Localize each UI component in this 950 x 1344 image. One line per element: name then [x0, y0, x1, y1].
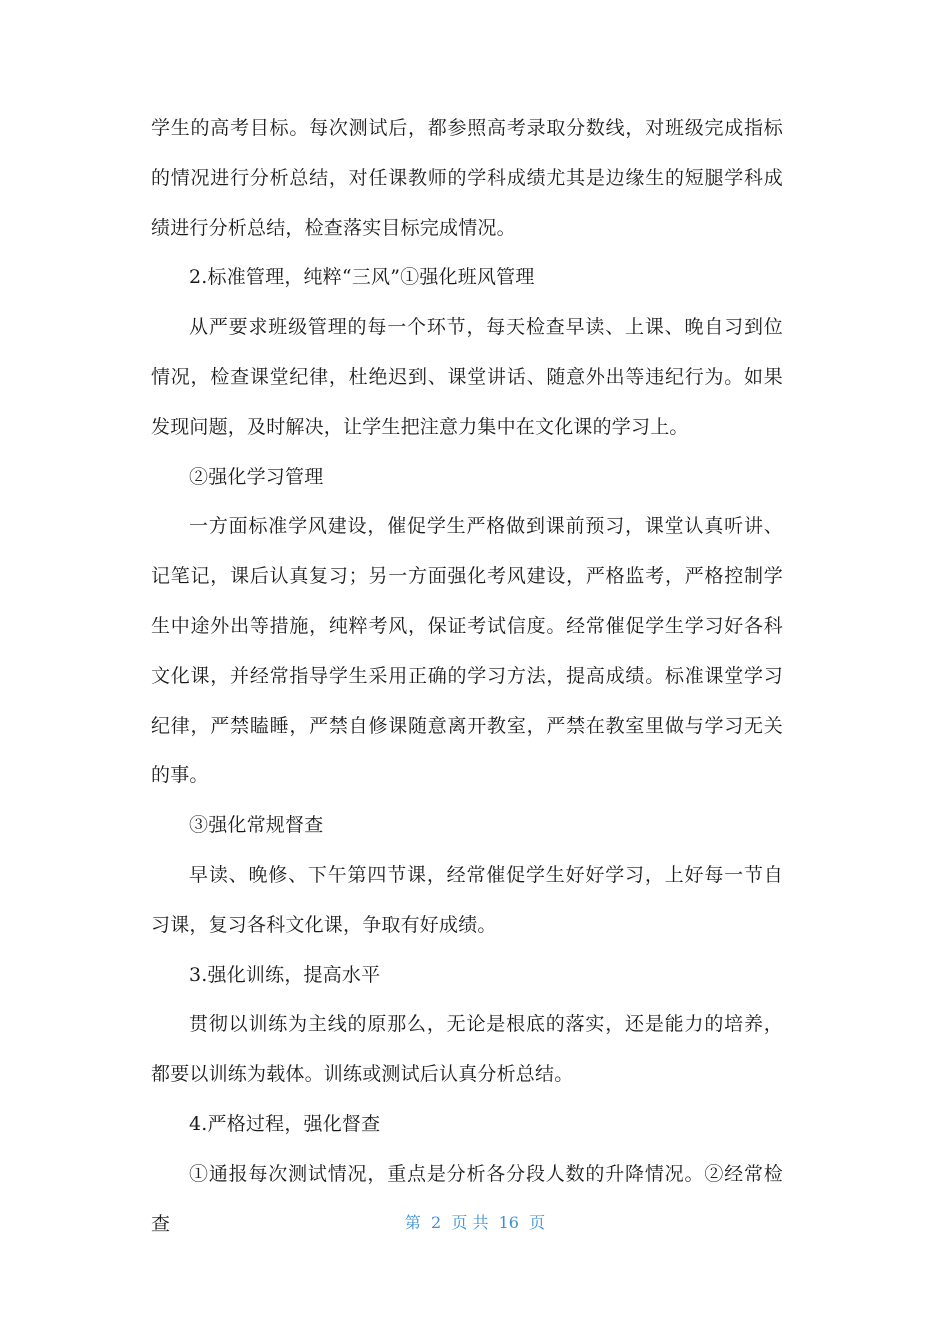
paragraph-study-management: 一方面标准学风建设，催促学生严格做到课前预习，课堂认真听讲、记笔记，课后认真复习；另一方面强化考风建设，严格监考，严格控制学生中途外出等措施，纯粹考风，保证考试信度。经常催促学生学习好各科文化课，并经常指导学生采用正确的学习方法，提高成绩。标准课堂学习纪律，严禁瞌睡，严禁自修课随意离开教室，严禁在教室里做与学习无关的事。: [151, 515, 783, 787]
page-number-footer: 第 2 页 共 16 页: [404, 1213, 546, 1232]
heading-standard-management: 2.标准管理，纯粹“三风”①强化班风管理: [189, 266, 535, 289]
heading-routine-supervision: ③强化常规督查: [189, 814, 324, 837]
paragraph-class-management: 从严要求班级管理的每一个环节，每天检查早读、上课、晚自习到位情况，检查课堂纪律，杜绝迟到、课堂讲话、随意外出等违纪行为。如果发现问题，及时解决，让学生把注意力集中在文化课的学习上。: [151, 316, 783, 438]
paragraph-strict-process: ①通报每次测试情况，重点是分析各分段人数的升降情况。②经常检查: [151, 1162, 783, 1235]
body-text: [151, 104, 783, 1249]
heading-strict-process: 4.严格过程，强化督查: [189, 1112, 381, 1135]
heading-study-management: ②强化学习管理: [189, 465, 324, 488]
heading-training: 3.强化训练，提高水平: [189, 963, 381, 986]
paragraph-routine-supervision: 早读、晚修、下午第四节课，经常催促学生好好学习，上好每一节自习课，复习各科文化课，争取有好成绩。: [151, 863, 783, 936]
paragraph-training: 贯彻以训练为主线的原那么，无论是根底的落实，还是能力的培养，都要以训练为载体。训练或测试后认真分析总结。: [151, 1013, 783, 1086]
paragraph-1: 学生的高考目标。每次测试后，都参照高考录取分数线，对班级完成指标的情况进行分析总结，对任课教师的学科成绩尤其是边缘生的短腿学科成绩进行分析总结，检查落实目标完成情况。: [151, 117, 783, 239]
